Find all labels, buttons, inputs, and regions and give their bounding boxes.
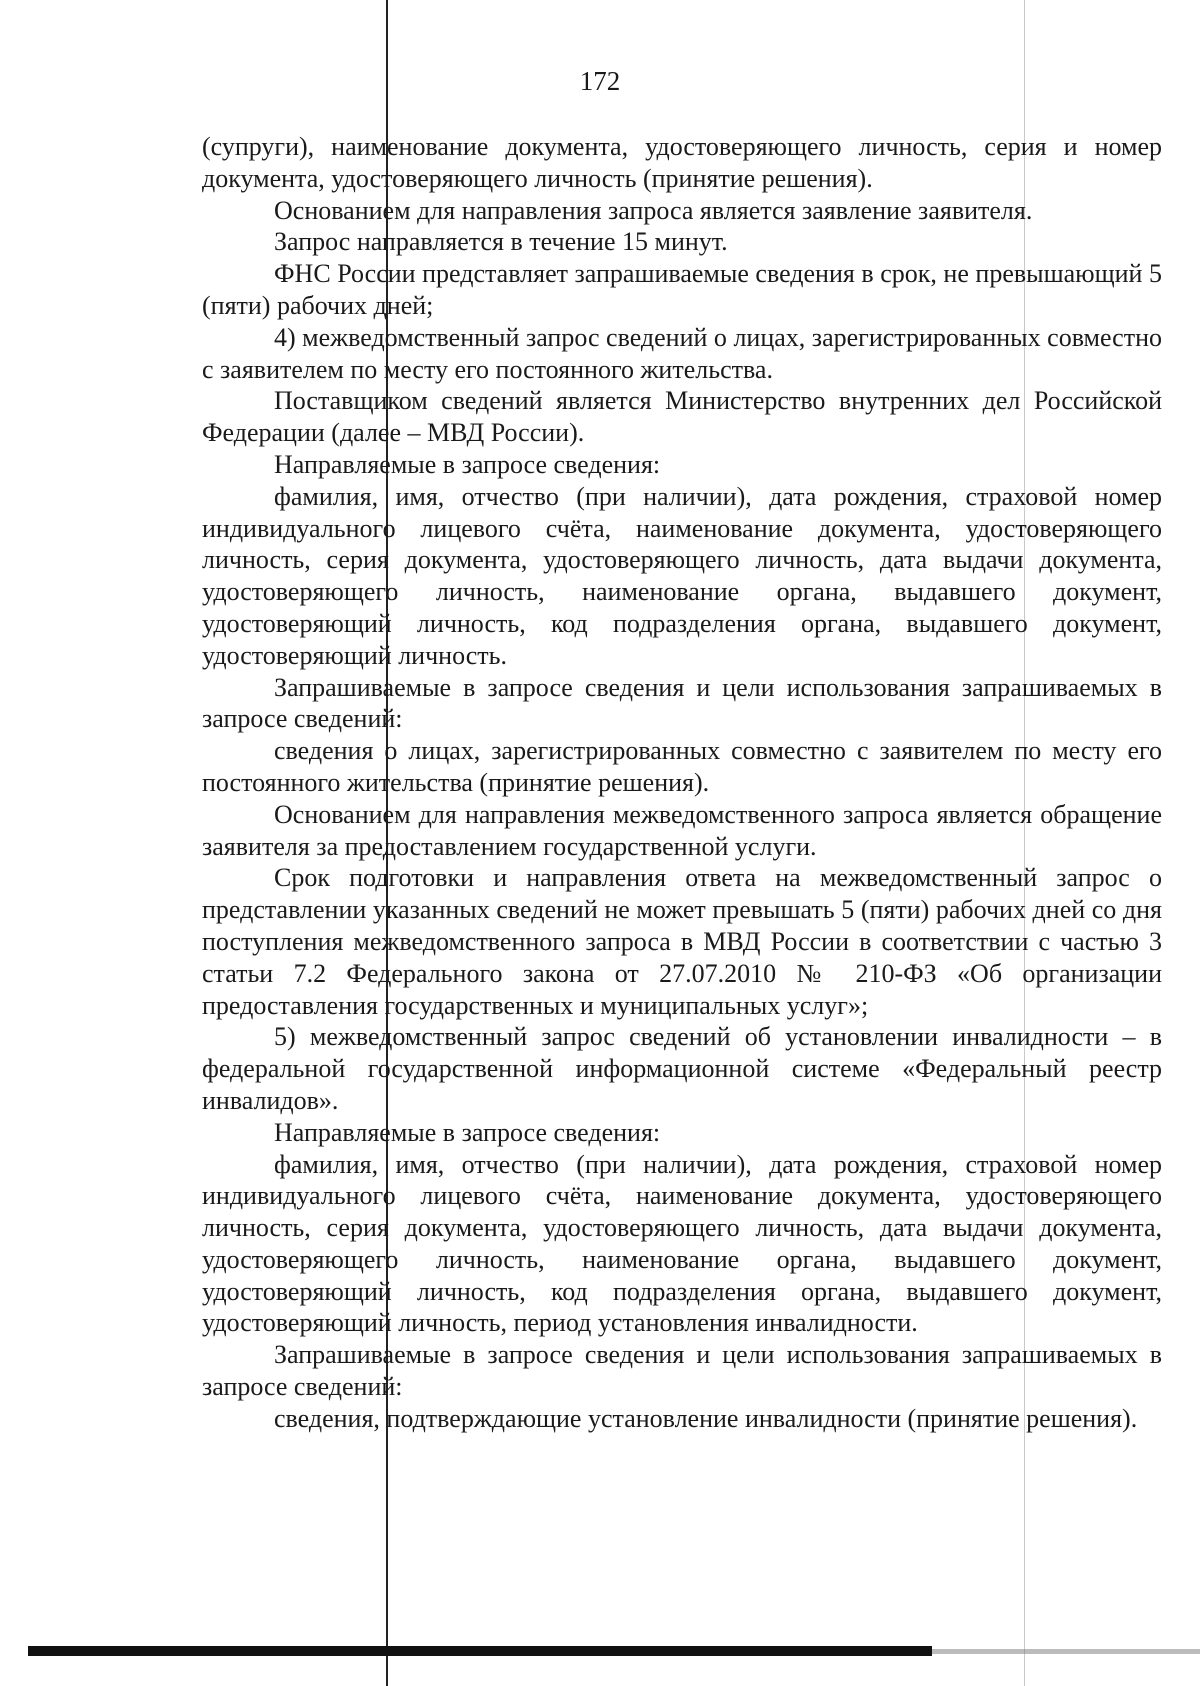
paragraph-11: Основанием для направления межведомственного запроса является обращение заявителя за предоставлением государственной услуги. <box>202 799 1162 861</box>
page-number: 172 <box>579 66 621 96</box>
paragraph-4: ФНС России представляет запрашиваемые сведения в срок, не превышающий 5 (пяти) рабочих дней; <box>202 259 1162 320</box>
paragraph-5: 4) межведомственный запрос сведений о лицах, зарегистрированных совместно с заявителем по месту его постоянного жительства. <box>202 322 1162 384</box>
paragraph-15: фамилия, имя, отчество (при наличии), дата рождения, страховой номер индивидуального лицевого счёта, наименование документа, удостоверяющего личность, серия документа, удостоверяющего личность, дата выдачи документа, удостоверяющего личность, наименование органа, выдавшего документ, удостоверяющий личность, код подразделения органа, выдавшего документ, удостоверяющий личность, период установления инвалидности. <box>202 1149 1162 1338</box>
paragraph-7: Направляемые в запросе сведения: <box>274 449 661 479</box>
paragraph-14: Направляемые в запросе сведения: <box>274 1117 661 1147</box>
paragraph-1: (супруги), наименование документа, удостоверяющего личность, серия и номер документа, удостоверяющего личность (принятие решения). <box>202 132 1162 193</box>
paragraph-8: фамилия, имя, отчество (при наличии), дата рождения, страховой номер индивидуального лицевого счёта, наименование документа, удостоверяющего личность, серия документа, удостоверяющего личность, дата выдачи документа, удостоверяющего личность, наименование органа, выдавшего документ, удостоверяющий личность, код подразделения органа, выдавшего документ, удостоверяющий личность. <box>202 481 1162 670</box>
paragraph-17: сведения, подтверждающие установление инвалидности (принятие решения). <box>274 1403 1138 1433</box>
scan-artifact-bottom-bar <box>28 1646 932 1656</box>
paragraph-13: 5) межведомственный запрос сведений об установлении инвалидности – в федеральной государственной информационной системе «Федеральный реестр инвалидов». <box>202 1022 1162 1115</box>
scan-artifact-bottom-bar-faint <box>932 1649 1200 1654</box>
paragraph-6: Поставщиком сведений является Министерство внутренних дел Российской Федерации (далее – МВД России). <box>202 386 1162 448</box>
paragraph-2: Основанием для направления запроса является заявление заявителя. <box>274 195 1033 225</box>
paragraph-16: Запрашиваемые в запросе сведения и цели использования запрашиваемых в запросе сведений: <box>202 1340 1162 1402</box>
paragraph-3: Запрос направляется в течение 15 минут. <box>274 227 728 257</box>
paragraph-10: сведения о лицах, зарегистрированных совместно с заявителем по месту его постоянного жительства (принятие решения). <box>202 736 1162 797</box>
paragraph-9: Запрашиваемые в запросе сведения и цели использования запрашиваемых в запросе сведений: <box>202 672 1162 734</box>
paragraph-12: Срок подготовки и направления ответа на межведомственный запрос о представлении указанных сведений не может превышать 5 (пяти) рабочих дней со дня поступления межведомственного запроса в МВД России в соответствии с частью 3 статьи 7.2 Федерального закона от 27.07.2010 № 210-ФЗ «Об организации предоставления государственных и муниципальных услуг»; <box>202 863 1162 1020</box>
document-body <box>202 131 1162 1435</box>
